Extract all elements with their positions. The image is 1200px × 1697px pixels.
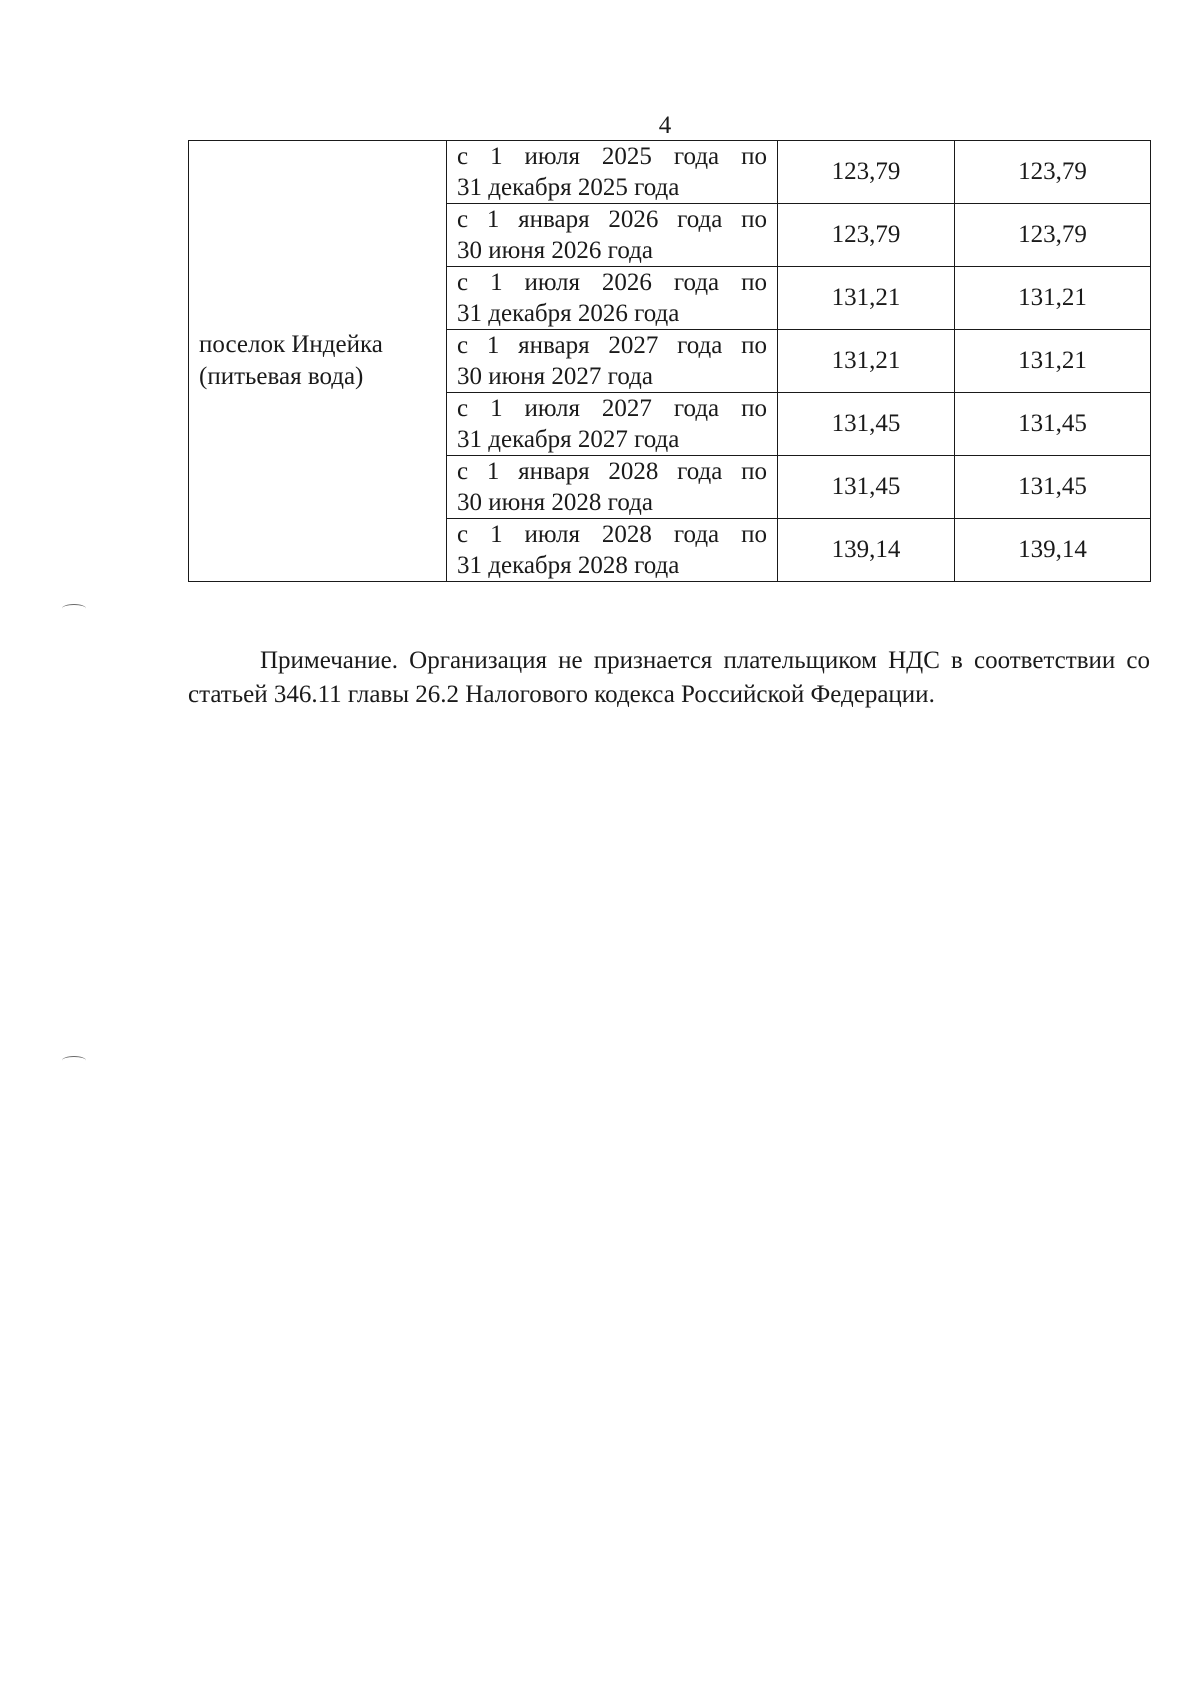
note-paragraph: Примечание. Организация не признается плательщиком НДС в соответствии со статьей 346.11 главы 26.2 Налогового кодекса Российской Федерации. [188, 647, 1150, 708]
period-start: с 1 июля 2028 года по [457, 521, 767, 548]
period-start: с 1 июля 2027 года по [457, 395, 767, 422]
period-start: с 1 июля 2025 года по [457, 143, 767, 170]
tariff-value-2: 131,21 [955, 267, 1151, 330]
tariff-value-2: 131,21 [955, 330, 1151, 393]
period-start: с 1 января 2026 года по [457, 206, 767, 233]
table-row [189, 141, 1151, 204]
period-end: 30 июня 2028 года [457, 489, 653, 516]
tariff-value-2: 123,79 [955, 204, 1151, 267]
period-cell [447, 393, 778, 456]
period-cell [447, 456, 778, 519]
period-cell [447, 519, 778, 582]
tariff-value-2: 123,79 [955, 141, 1151, 204]
period-start: с 1 июля 2026 года по [457, 269, 767, 296]
tariff-value-1: 139,14 [778, 519, 955, 582]
period-end: 30 июня 2027 года [457, 363, 653, 390]
period-end: 31 декабря 2028 года [457, 552, 680, 579]
scan-mark [62, 1056, 86, 1065]
tariff-value-1: 123,79 [778, 204, 955, 267]
tariff-value-1: 131,21 [778, 267, 955, 330]
period-end: 31 декабря 2027 года [457, 426, 680, 453]
settlement-water-type: (питьевая вода) [199, 363, 364, 390]
period-end: 30 июня 2026 года [457, 237, 653, 264]
tariff-value-2: 131,45 [955, 393, 1151, 456]
period-end: 31 декабря 2026 года [457, 300, 680, 327]
tariff-table [188, 140, 1151, 582]
period-cell [447, 330, 778, 393]
period-start: с 1 января 2027 года по [457, 332, 767, 359]
period-cell [447, 141, 778, 204]
tariff-value-1: 131,45 [778, 393, 955, 456]
period-cell [447, 204, 778, 267]
period-cell [447, 267, 778, 330]
scan-mark [62, 604, 86, 613]
period-start: с 1 января 2028 года по [457, 458, 767, 485]
tariff-value-2: 139,14 [955, 519, 1151, 582]
settlement-name: поселок Индейка [199, 331, 383, 358]
page-number: 4 [658, 112, 672, 139]
period-end: 31 декабря 2025 года [457, 174, 680, 201]
settlement-cell [189, 141, 447, 582]
tariff-value-1: 131,45 [778, 456, 955, 519]
tariff-value-2: 131,45 [955, 456, 1151, 519]
tariff-value-1: 131,21 [778, 330, 955, 393]
tariff-value-1: 123,79 [778, 141, 955, 204]
